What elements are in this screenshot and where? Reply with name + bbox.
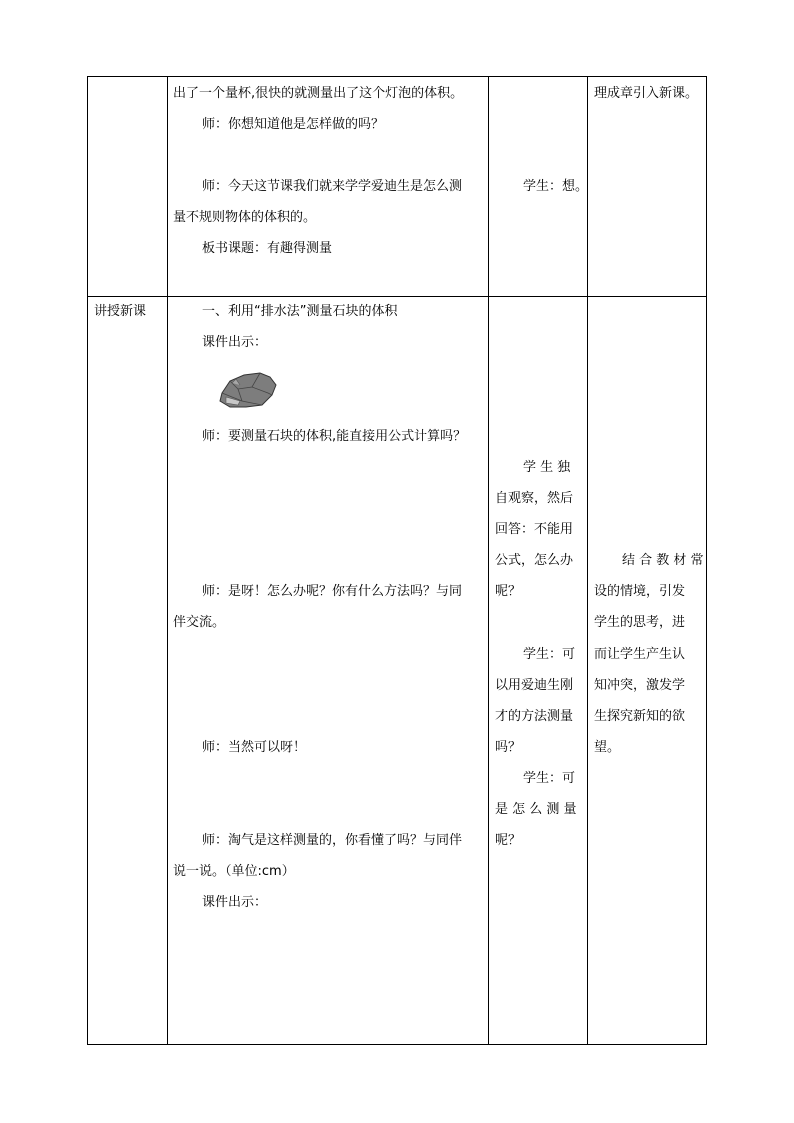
table-column-divider (488, 76, 489, 1045)
table-row-divider (87, 296, 707, 297)
section-heading: 一、利用“排水法”测量石块的体积 (202, 304, 398, 319)
student-response-line: 呢？ (495, 833, 522, 848)
student-response-line: 学生：可 (523, 647, 576, 662)
teacher-question: 师：淘气是这样测量的，你看懂了吗？与同伴 (202, 833, 463, 848)
stone-image (216, 367, 280, 411)
student-response-line: 吗？ (495, 740, 522, 755)
row1-content-line: 板书课题：有趣得测量 (202, 241, 333, 256)
student-response-line: 学生：可 (523, 771, 576, 786)
row1-student-response: 学生：想。 (523, 179, 589, 194)
design-intent-line: 设的情境，引发 (594, 584, 686, 599)
table-border-bottom (87, 1044, 707, 1045)
student-response-line: 以用爱迪生刚 (495, 678, 574, 693)
design-intent-line: 结 合 教 材 常 (622, 553, 704, 568)
student-response-line: 自观察，然后 (495, 491, 574, 506)
teacher-question: 师：要测量石块的体积,能直接用公式计算吗？ (202, 429, 467, 444)
student-response-line: 才的方法测量 (495, 709, 574, 724)
table-border-left (87, 76, 88, 1045)
table-border-right (706, 76, 707, 1045)
teacher-question: 师：当然可以呀！ (202, 740, 307, 755)
student-response-line: 回答：不能用 (495, 522, 574, 537)
row1-content-line: 师：你想知道他是怎样做的吗？ (202, 117, 385, 132)
row2-stage-label: 讲授新课 (94, 304, 147, 319)
teacher-question: 伴交流。 (173, 615, 226, 630)
student-response-line: 呢？ (495, 584, 522, 599)
design-intent-line: 望。 (594, 740, 621, 755)
row1-content-line: 师：今天这节课我们就来学学爱迪生是怎么测 (202, 179, 463, 194)
teacher-question: 说一说。（单位:cm） (173, 864, 295, 879)
table-column-divider (587, 76, 588, 1045)
teacher-question: 师：是呀！怎么办呢？你有什么方法吗？与同 (202, 584, 463, 599)
student-response-line: 公式，怎么办 (495, 553, 574, 568)
row1-design-intent: 理成章引入新课。 (594, 86, 699, 101)
design-intent-line: 知冲突，激发学 (594, 678, 686, 693)
design-intent-line: 生探究新知的欲 (594, 709, 686, 724)
table-column-divider (167, 76, 168, 1045)
design-intent-line: 而让学生产生认 (594, 647, 686, 662)
student-response-line: 是 怎 么 测 量 (495, 802, 577, 817)
table-border-top (87, 76, 707, 77)
row1-content-line: 出了一个量杯,很快的就测量出了这个灯泡的体积。 (173, 86, 464, 101)
courseware-label: 课件出示： (202, 895, 268, 910)
student-response-line: 学 生 独 (523, 460, 571, 475)
row1-content-line: 量不规则物体的体积的。 (173, 210, 317, 225)
courseware-label: 课件出示： (202, 335, 268, 350)
design-intent-line: 学生的思考，进 (594, 615, 686, 630)
